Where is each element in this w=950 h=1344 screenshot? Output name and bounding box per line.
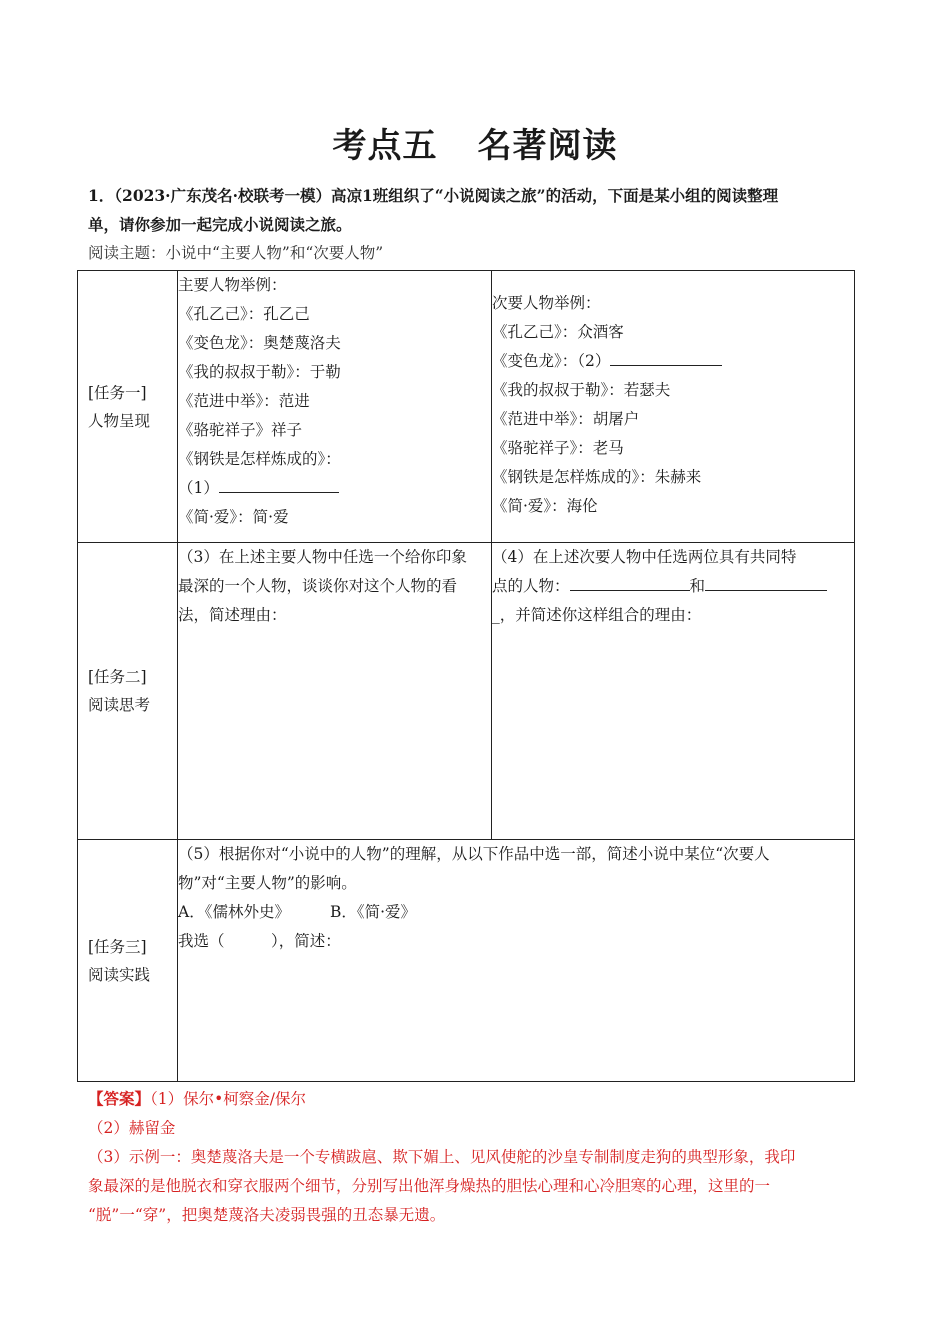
- minor-item: 《钢铁是怎样炼成的》：朱赫来: [492, 468, 702, 486]
- task2-left-line: 最深的一个人物，谈谈你对这个人物的看: [178, 577, 458, 595]
- blank-1-label: （1）: [178, 479, 219, 497]
- task2-label: [78, 543, 178, 840]
- minor-item: 《孔乙己》：众酒客: [492, 323, 624, 341]
- task3-line: （5）根据你对“小说中的人物”的理解，从以下作品中选一部，简述小说中某位“次要人: [178, 845, 770, 863]
- option-a[interactable]: A．《儒林外史》: [178, 903, 290, 921]
- blank-2-label: 《变色龙》：（2）: [492, 352, 611, 370]
- answer-3-line2: 象最深的是他脱衣和穿衣服两个细节，分别写出他浑身燥热的胆怯心理和心冷胆寒的心理，这里的一: [88, 1177, 771, 1195]
- task3-row: [78, 840, 855, 1082]
- minor-heading: 次要人物举例：: [492, 294, 601, 312]
- main-item: 《范进中举》：范进: [178, 392, 310, 410]
- main-item-blank-line: [178, 474, 491, 503]
- main-heading: 主要人物举例：: [178, 276, 287, 294]
- answer-3-line1: （3）示例一：奥楚蔑洛夫是一个专横跋扈、欺下媚上、见风使舵的沙皇专制制度走狗的典型形象，我印: [88, 1148, 796, 1166]
- page-title-left: 考点五: [332, 126, 438, 166]
- page-title: [0, 118, 950, 167]
- main-item: 《变色龙》：奥楚蔑洛夫: [178, 334, 341, 352]
- answer-1: （1）保尔•柯察金/保尔: [150, 1090, 306, 1108]
- answer-blank-4a[interactable]: [570, 572, 690, 591]
- task2-right-line: [492, 572, 854, 601]
- task3-label-line1: [任务三]: [88, 937, 147, 956]
- main-item: 《骆驼祥子》祥子: [178, 421, 303, 439]
- question-line-1: 1．（2023·广东茂名·校联考一模）高凉1班组织了“小说阅读之旅”的活动，下面是某小组的阅读整理: [88, 186, 779, 205]
- minor-item: 《简·爱》：海伦: [492, 497, 598, 515]
- task2-label-line2: 阅读思考: [88, 696, 151, 714]
- minor-item: 《骆驼祥子》：老马: [492, 439, 624, 457]
- task1-label-line1: [任务一]: [88, 383, 147, 402]
- task2-right-cell[interactable]: [492, 543, 855, 840]
- task1-label-line2: 人物呈现: [88, 411, 151, 430]
- answer-blank-2[interactable]: [610, 347, 722, 366]
- answer-section: [88, 1084, 863, 1230]
- task3-cell[interactable]: [178, 840, 855, 1082]
- minor-characters-cell: [492, 271, 855, 543]
- minor-item: 《我的叔叔于勒》：若瑟夫: [492, 381, 671, 399]
- answer-blank-1[interactable]: [219, 474, 339, 493]
- task2-left-line: 法，简述理由：: [178, 606, 287, 624]
- page-title-right: 名著阅读: [477, 126, 618, 166]
- question-line-2: 单，请你参加一起完成小说阅读之旅。: [88, 215, 352, 234]
- task3-label: [78, 840, 178, 1082]
- task2-right-line: （4）在上述次要人物中任选两位具有共同特: [492, 548, 797, 566]
- task2-right-line: _，并简述你这样组合的理由：: [492, 606, 702, 624]
- main-characters-cell: [178, 271, 492, 543]
- task2-row: [78, 543, 855, 840]
- task2-right-and: 和: [689, 577, 706, 595]
- task1-label: [78, 271, 178, 543]
- task2-right-text: 点的人物：: [492, 577, 570, 595]
- main-item: 《孔乙己》：孔乙己: [178, 305, 310, 323]
- reading-theme: 阅读主题：小说中“主要人物”和“次要人物”: [88, 244, 384, 262]
- answer-tag: 【答案】: [88, 1089, 151, 1108]
- task3-label-line2: 阅读实践: [88, 965, 151, 984]
- answer-2: （2）赫留金: [88, 1119, 176, 1137]
- task2-label-line1: [任务二]: [88, 668, 147, 686]
- option-b[interactable]: B．《简·爱》: [329, 903, 417, 921]
- minor-item-blank-line: [492, 347, 854, 376]
- task3-options: [178, 898, 854, 927]
- minor-item: 《范进中举》：胡屠户: [492, 410, 640, 428]
- task1-row: [78, 271, 855, 543]
- task3-choose: 我选（ ），简述：: [178, 932, 341, 950]
- main-item: 《我的叔叔于勒》：于勒: [178, 363, 341, 381]
- task2-left-cell[interactable]: [178, 543, 492, 840]
- question-stem: [88, 181, 868, 239]
- task3-line: 物”对“主要人物”的影响。: [178, 874, 357, 892]
- main-item: 《简·爱》：简·爱: [178, 508, 289, 526]
- task2-left-line: （3）在上述主要人物中任选一个给你印象: [178, 548, 467, 566]
- answer-3-line3: “脱”一“穿”，把奥楚蔑洛夫凌弱畏强的丑态暴无遗。: [88, 1206, 446, 1224]
- reading-worksheet-table: [77, 270, 855, 1082]
- main-item: 《钢铁是怎样炼成的》：: [178, 450, 341, 468]
- answer-blank-4b[interactable]: [705, 572, 827, 591]
